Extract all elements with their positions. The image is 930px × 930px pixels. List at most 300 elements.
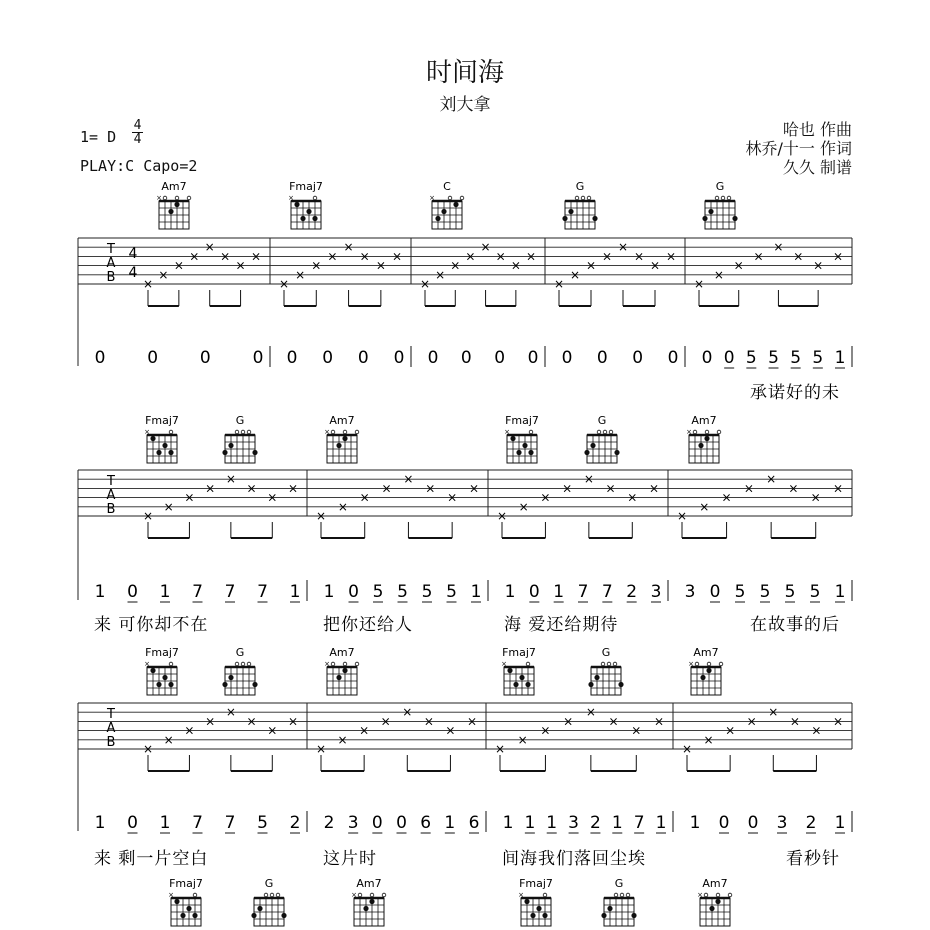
jianpu-note: 0 (147, 348, 159, 368)
jianpu-note: 0 (322, 348, 334, 368)
open-string-mark (721, 196, 725, 200)
open-string-mark (620, 893, 624, 897)
jianpu-note: 5 (257, 813, 268, 833)
strum-mark: × (359, 490, 370, 505)
chord-name: G (264, 877, 274, 890)
muted-string-mark: × (686, 428, 692, 436)
chord-diagram (702, 180, 737, 229)
muted-string-mark: × (518, 891, 524, 899)
chord-dot (530, 913, 535, 918)
chord-dot (519, 675, 524, 680)
strum-mark: × (494, 742, 506, 756)
chord-dot (257, 906, 262, 911)
strum-mark: × (699, 499, 710, 514)
strum-mark: × (225, 472, 236, 487)
strum-mark: × (510, 258, 521, 273)
strum-mark: × (295, 267, 306, 282)
key-signature: 1= D (80, 128, 117, 146)
strum-mark: × (813, 258, 824, 273)
strum-mark: × (633, 249, 645, 264)
chord-dot (180, 913, 185, 918)
chord-dot (312, 216, 317, 221)
strum-mark: × (753, 249, 764, 264)
muted-string-mark: × (501, 660, 507, 668)
chord-diagram (222, 646, 257, 695)
tab-clef-letter: A (106, 488, 116, 503)
jianpu-note: 0 (528, 582, 540, 602)
jianpu-note: 0 (127, 582, 138, 602)
strum-mark: × (517, 732, 528, 747)
open-string-mark (175, 196, 179, 200)
open-string-mark (193, 893, 197, 897)
strum-mark: × (315, 742, 327, 756)
muted-string-mark: × (688, 660, 694, 668)
open-string-mark (719, 662, 723, 666)
strum-mark: × (525, 249, 537, 264)
jianpu-note: 1 (524, 813, 536, 833)
jianpu-note: 7 (633, 813, 645, 833)
strum-mark: × (184, 490, 195, 505)
open-string-mark (264, 893, 268, 897)
open-string-mark (543, 893, 547, 897)
chord-dot (281, 913, 286, 918)
jianpu-note: 0 (393, 348, 405, 368)
lyric-line: 看秒针 (786, 849, 840, 869)
open-string-mark (448, 196, 452, 200)
tab-clef-letter: B (106, 270, 116, 285)
strum-mark: × (832, 481, 844, 496)
jianpu-note: 0 (357, 348, 369, 368)
strum-mark: × (246, 714, 257, 729)
chord-dot (510, 436, 515, 441)
lyric-line: 承诺好的未 (750, 383, 840, 403)
jianpu-note: 0 (701, 348, 713, 368)
strum-mark: × (142, 742, 154, 756)
strum-mark: × (450, 258, 461, 273)
strum-mark: × (423, 714, 434, 729)
chord-dot (222, 450, 227, 455)
tab-clef-letter: T (107, 707, 115, 722)
strum-mark: × (480, 240, 491, 255)
strum-mark: × (583, 472, 594, 487)
jianpu-note: 1 (94, 813, 106, 833)
chord-dot (507, 668, 512, 673)
strum-mark: × (649, 258, 661, 273)
jianpu-note: 0 (667, 348, 679, 368)
open-string-mark (358, 893, 362, 897)
jianpu-note: 7 (192, 582, 203, 602)
open-string-mark (626, 893, 630, 897)
strum-mark: × (789, 714, 800, 729)
strum-mark: × (267, 723, 278, 738)
strum-mark: × (445, 723, 456, 738)
jianpu-note: 5 (421, 582, 433, 602)
chord-diagram (588, 646, 623, 695)
chord-dot (709, 906, 714, 911)
chord-name: G (601, 646, 611, 659)
chord-dot (698, 443, 703, 448)
lyric-line: 这片时 (323, 849, 377, 869)
chord-dot (592, 216, 597, 221)
lyric-line: 间海我们落回尘埃 (502, 849, 646, 869)
open-string-mark (343, 430, 347, 434)
chord-diagram (584, 414, 619, 463)
jianpu-note: 1 (553, 582, 565, 602)
open-string-mark (727, 196, 731, 200)
strum-mark: × (569, 267, 581, 282)
jianpu-note: 0 (127, 813, 138, 833)
strum-mark: × (553, 277, 565, 291)
strum-mark: × (158, 267, 169, 282)
chord-dot (186, 906, 191, 911)
chord-dot (168, 682, 173, 687)
tab-clef-letter: B (106, 735, 116, 750)
chord-dot (618, 682, 623, 687)
open-string-mark (609, 430, 613, 434)
strum-mark: × (287, 481, 299, 496)
chord-dot (631, 913, 636, 918)
jianpu-note: 1 (834, 582, 846, 602)
strum-mark: × (631, 723, 642, 738)
open-string-mark (716, 893, 720, 897)
chord-name: Am7 (693, 646, 719, 659)
strum-mark: × (220, 249, 231, 264)
chord-dot (588, 682, 593, 687)
strum-mark: × (287, 714, 299, 729)
chord-diagram (156, 180, 191, 229)
chord-name: Fmaj7 (505, 414, 539, 427)
strum-mark: × (278, 277, 290, 291)
strum-mark: × (832, 249, 844, 264)
jianpu-note: 7 (192, 813, 203, 833)
open-string-mark (241, 662, 245, 666)
jianpu-note: 0 (396, 813, 407, 833)
open-string-mark (707, 662, 711, 666)
chord-dot (174, 899, 179, 904)
chord-dot (306, 209, 311, 214)
jianpu-note: 7 (224, 813, 236, 833)
strum-mark: × (627, 490, 638, 505)
strum-mark: × (327, 249, 338, 264)
strum-mark: × (766, 472, 777, 487)
jianpu-note: 5 (734, 582, 746, 602)
chord-dot (192, 913, 197, 918)
strum-mark: × (311, 258, 322, 273)
chord-dot (441, 209, 446, 214)
strum-mark: × (832, 714, 844, 729)
jianpu-note: 2 (323, 813, 335, 833)
strum-mark: × (562, 481, 573, 496)
chord-dot (294, 202, 299, 207)
jianpu-note: 2 (626, 582, 638, 602)
chord-dot (174, 202, 179, 207)
chord-diagram (688, 646, 723, 695)
chord-diagram (144, 414, 179, 463)
jianpu-note: 1 (834, 348, 846, 368)
strum-mark: × (496, 509, 508, 523)
open-string-mark (241, 430, 245, 434)
open-string-mark (163, 196, 167, 200)
open-string-mark (693, 430, 697, 434)
chord-dot (702, 216, 707, 221)
strum-mark: × (359, 723, 370, 738)
strum-mark: × (375, 258, 386, 273)
open-string-mark (695, 662, 699, 666)
chord-diagram (222, 414, 257, 463)
muted-string-mark: × (429, 194, 435, 202)
tab-clef-letter: B (106, 502, 116, 517)
chord-dot (453, 202, 458, 207)
jianpu-note: 0 (596, 348, 608, 368)
jianpu-note: 3 (568, 813, 579, 833)
open-string-mark (607, 662, 611, 666)
strum-mark: × (540, 490, 551, 505)
muted-string-mark: × (288, 194, 294, 202)
muted-string-mark: × (504, 428, 510, 436)
open-string-mark (704, 893, 708, 897)
chord-dot (513, 682, 518, 687)
open-string-mark (235, 662, 239, 666)
chord-diagram (351, 877, 386, 926)
strum-mark: × (585, 258, 597, 273)
open-string-mark (597, 430, 601, 434)
chord-name: C (443, 180, 451, 193)
muted-string-mark: × (144, 660, 150, 668)
open-string-mark (343, 662, 347, 666)
strum-mark: × (205, 481, 216, 496)
chord-name: Fmaj7 (519, 877, 553, 890)
strum-mark: × (337, 499, 348, 514)
strum-mark: × (793, 249, 804, 264)
strum-mark: × (617, 240, 629, 255)
credit-composer: 哈也 作曲 (782, 120, 852, 139)
strum-mark: × (608, 714, 619, 729)
chord-name: G (614, 877, 624, 890)
chord-dot (363, 906, 368, 911)
strum-mark: × (653, 714, 665, 729)
chord-diagram (562, 180, 597, 229)
chord-dot (168, 450, 173, 455)
chord-dot (524, 899, 529, 904)
open-string-mark (169, 662, 173, 666)
open-string-mark (603, 430, 607, 434)
chord-dot (536, 906, 541, 911)
chord-name: Am7 (702, 877, 728, 890)
strum-mark: × (703, 732, 714, 747)
chord-dot (156, 682, 161, 687)
jianpu-note: 1 (502, 813, 514, 833)
jianpu-note: 5 (768, 348, 779, 368)
jianpu-note: 5 (397, 582, 408, 602)
jianpu-note: 1 (323, 582, 335, 602)
muted-string-mark: × (324, 660, 330, 668)
open-string-mark (587, 196, 591, 200)
jianpu-note: 1 (504, 582, 516, 602)
chord-diagram (601, 877, 636, 926)
chord-dot (162, 675, 167, 680)
jianpu-note: 0 (718, 813, 730, 833)
muted-string-mark: × (351, 891, 357, 899)
chord-dot (562, 216, 567, 221)
strum-mark: × (693, 277, 705, 291)
open-string-mark (235, 430, 239, 434)
jianpu-note: 1 (159, 582, 171, 602)
open-string-mark (529, 430, 533, 434)
strum-mark: × (163, 499, 174, 514)
jianpu-note: 0 (460, 348, 472, 368)
tab-clef-letter: A (106, 721, 116, 736)
chord-diagram (697, 877, 732, 926)
jianpu-note: 0 (427, 348, 439, 368)
jianpu-note: 0 (348, 582, 359, 602)
chord-name: Am7 (329, 414, 355, 427)
jianpu-note: 5 (784, 582, 796, 602)
open-string-mark (187, 196, 191, 200)
lyric-line: 来 可你却不在 (94, 615, 209, 635)
play-capo: PLAY:C Capo=2 (80, 157, 198, 175)
jianpu-note: 5 (790, 348, 802, 368)
song-title: 时间海 (425, 58, 504, 88)
strum-mark: × (811, 723, 822, 738)
chord-diagram (288, 180, 323, 229)
open-string-mark (575, 196, 579, 200)
strum-mark: × (676, 509, 688, 523)
open-string-mark (581, 196, 585, 200)
jianpu-note: 7 (224, 582, 236, 602)
strum-mark: × (585, 705, 596, 720)
strum-mark: × (605, 481, 616, 496)
strum-mark: × (648, 481, 660, 496)
jianpu-note: 3 (347, 813, 359, 833)
open-string-mark (715, 196, 719, 200)
strum-mark: × (725, 723, 736, 738)
chord-name: Am7 (161, 180, 187, 193)
jianpu-note: 1 (689, 813, 701, 833)
strum-mark: × (343, 240, 354, 255)
strum-mark: × (788, 481, 799, 496)
open-string-mark (331, 662, 335, 666)
chord-name: G (235, 646, 245, 659)
jianpu-note: 0 (252, 348, 264, 368)
chord-dot (522, 443, 527, 448)
strum-mark: × (163, 732, 174, 747)
strum-mark: × (746, 714, 757, 729)
strum-mark: × (435, 267, 446, 282)
strum-mark: × (315, 509, 327, 523)
chord-dot (342, 668, 347, 673)
jianpu-note: 7 (257, 582, 268, 602)
strum-mark: × (142, 509, 154, 523)
chord-name: Fmaj7 (169, 877, 203, 890)
open-string-mark (355, 430, 359, 434)
open-string-mark (728, 893, 732, 897)
jianpu-note: 0 (199, 348, 211, 368)
chord-diagram (501, 646, 536, 695)
open-string-mark (247, 662, 251, 666)
strum-mark: × (563, 714, 574, 729)
chord-diagram (251, 877, 286, 926)
jianpu-note: 6 (420, 813, 432, 833)
lyric-line: 来 剩一片空白 (94, 849, 209, 869)
tab-clef-letter: T (107, 242, 115, 257)
jianpu-note: 2 (590, 813, 601, 833)
open-string-mark (276, 893, 280, 897)
strum-mark: × (246, 481, 257, 496)
chord-dot (342, 436, 347, 441)
jianpu-note: 3 (650, 582, 662, 602)
chord-diagram (324, 414, 359, 463)
song-artist: 刘大拿 (439, 95, 491, 115)
jianpu-note: 3 (776, 813, 788, 833)
strum-mark: × (337, 732, 348, 747)
open-string-mark (460, 196, 464, 200)
chord-name: G (715, 180, 725, 193)
open-string-mark (613, 662, 617, 666)
chord-dot (336, 675, 341, 680)
tab-clef-letter: A (106, 256, 116, 271)
chord-name: Am7 (691, 414, 717, 427)
chord-dot (251, 913, 256, 918)
strum-mark: × (495, 249, 506, 264)
strum-mark: × (713, 267, 724, 282)
strum-mark: × (391, 249, 403, 264)
jianpu-note: 1 (546, 813, 558, 833)
chord-diagram (429, 180, 464, 229)
strum-mark: × (743, 481, 754, 496)
open-string-mark (717, 430, 721, 434)
chord-diagram (168, 877, 203, 926)
chord-name: Fmaj7 (145, 414, 179, 427)
strum-mark: × (601, 249, 613, 264)
credit-transcriber: 久久 制谱 (782, 158, 852, 177)
chord-diagram (144, 646, 179, 695)
muted-string-mark: × (156, 194, 162, 202)
chord-dot (732, 216, 737, 221)
chord-dot (584, 450, 589, 455)
chord-dot (228, 675, 233, 680)
jianpu-note: 0 (747, 813, 759, 833)
chord-name: G (597, 414, 607, 427)
strum-mark: × (733, 258, 744, 273)
muted-string-mark: × (697, 891, 703, 899)
chord-dot (568, 209, 573, 214)
chord-dot (594, 675, 599, 680)
chord-name: Fmaj7 (502, 646, 536, 659)
chord-dot (601, 913, 606, 918)
jianpu-note: 0 (709, 582, 721, 602)
chord-dot (168, 209, 173, 214)
chord-dot (590, 443, 595, 448)
jianpu-note: 0 (527, 348, 539, 368)
jianpu-note: 0 (286, 348, 298, 368)
strum-mark: × (205, 714, 216, 729)
strum-mark: × (250, 249, 262, 264)
chord-dot (228, 443, 233, 448)
strum-mark: × (468, 481, 480, 496)
chord-dot (300, 216, 305, 221)
strum-mark: × (204, 240, 215, 255)
lyric-line: 在故事的后 (750, 615, 840, 635)
strum-mark: × (466, 714, 478, 729)
chord-diagram (518, 877, 553, 926)
chord-name: Am7 (356, 877, 382, 890)
chord-dot (156, 450, 161, 455)
jianpu-note: 0 (561, 348, 573, 368)
muted-string-mark: × (324, 428, 330, 436)
strum-mark: × (518, 499, 529, 514)
chord-diagram (504, 414, 539, 463)
time-bottom: 4 (133, 132, 142, 147)
